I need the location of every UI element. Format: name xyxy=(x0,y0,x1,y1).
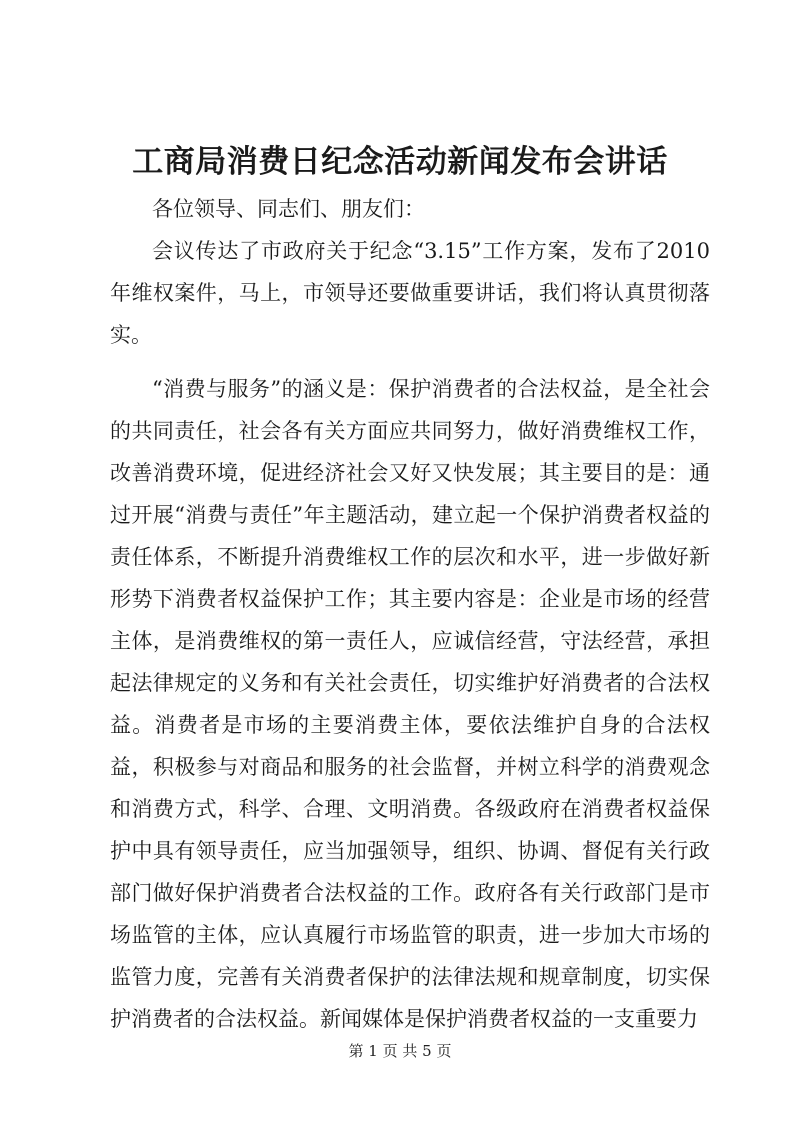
document-body xyxy=(110,188,710,1040)
salutation-paragraph: 各位领导、同志们、朋友们： xyxy=(152,197,425,221)
page-footer xyxy=(0,1040,800,1062)
page-number: 第 1 页 共 5 页 xyxy=(348,1042,452,1060)
body-paragraph: “消费与服务”的涵义是：保护消费者的合法权益，是全社会的共同责任，社会各有关方面应共同努力，做好消费维权工作，改善消费环境，促进经济社会又好又快发展；其主要目的是：通过开展“消费与责任”年主题活动，建立起一个保护消费者权益的责任体系，不断提升消费维权工作的层次和水平，进一步做好新形势下消费者权益保护工作；其主要内容是：企业是市场的经营主体，是消费维权的第一责任人，应诚信经营，守法经营，承担起法律规定的义务和有关社会责任，切实维护好消费者的合法权益。消费者是市场的主要消费主体，要依法维护自身的合法权益，积极参与对商品和服务的社会监督，并树立科学的消费观念和消费方式，科学、合理、文明消费。各级政府在消费者权益保护中具有领导责任，应当加强领导，组织、协调、督促有关行政部门做好保护消费者合法权益的工作。政府各有关行政部门是市场监管的主体，应认真履行市场监管的职责，进一步加大市场的监管力度，完善有关消费者保护的法律法规和规章制度，切实保护消费者的合法权益。新闻媒体是保护消费者权益的一支重要力 xyxy=(110,377,710,1031)
body-paragraph: 会议传达了市政府关于纪念“3.15”工作方案，发布了2010年维权案件，马上，市领导还要做重要讲话，我们将认真贯彻落实。 xyxy=(110,239,710,347)
document-title: 工商局消费日纪念活动新闻发布会讲话 xyxy=(132,144,668,180)
